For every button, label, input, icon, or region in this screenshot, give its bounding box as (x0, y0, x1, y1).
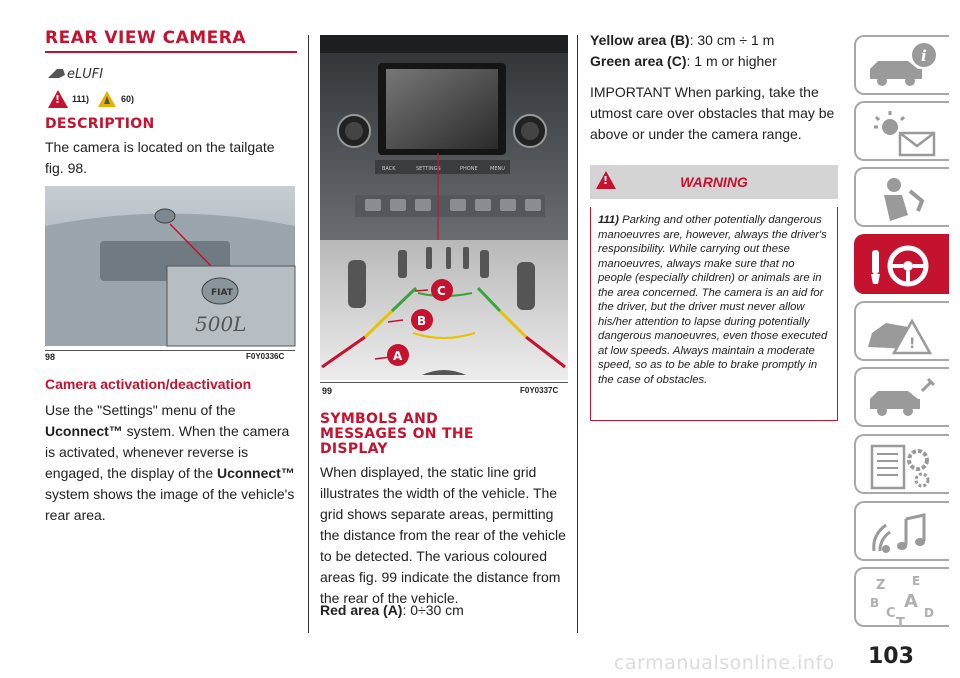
symbols-heading-line2: MESSAGES ON THE (320, 426, 474, 442)
tab-starting-driving[interactable] (854, 234, 949, 294)
index-letter-z: Z (876, 578, 886, 593)
index-letter-t: T (896, 616, 905, 631)
index-letter-b: B (870, 596, 880, 610)
alphabetical-index-icon (862, 571, 942, 631)
warning-text: Parking and other potentially dangerous manoeuvres are, however, always the driver's responsibility. While carrying out these manoeuvres, always make sure that no people (especially children) or animals are in the area concerned. The camera is an aid for the driver, but the driver must never allow his/her attention to lapse during potentially dangerous manoeuvres, even those executed at low speeds. Always maintain a moderate speed, so as to be able to brake promptly in the case of obstacles. (598, 214, 828, 386)
tab-maintenance[interactable] (854, 367, 949, 427)
car-info-icon (862, 39, 942, 95)
tab-emergency[interactable] (854, 301, 949, 361)
warning-body (591, 207, 837, 387)
svg-text:MENU: MENU (490, 166, 505, 172)
figure-98-tailgate-image (45, 186, 295, 346)
green-area-line (590, 51, 842, 72)
seat-safety-icon (862, 171, 942, 227)
camera-icon (45, 62, 104, 87)
multimedia-icon (862, 505, 942, 561)
label-c: C (437, 284, 446, 298)
svg-text:500L: 500L (195, 312, 247, 336)
label-b: B (417, 314, 427, 328)
symbols-text: When displayed, the static line grid illustrates the width of the vehicle. The grid shows separate areas, permitting the distance from the rear of the vehicle to be detected. The various coloured areas fig. 99 indicate the distance from the rear of the vehicle. (320, 464, 566, 606)
warning-ref: 111) (72, 94, 90, 104)
svg-text:SETTINGS: SETTINGS (416, 166, 441, 172)
page-number: 103 (868, 644, 914, 669)
important-note: IMPORTANT When parking, take the utmost care over obstacles that may be above or under the camera range. (590, 84, 835, 142)
warning-box (590, 207, 838, 421)
breakdown-car-icon (862, 305, 942, 361)
tab-index[interactable] (854, 567, 949, 631)
tab-technical-data[interactable] (854, 434, 949, 494)
svg-text:PHONE: PHONE (460, 166, 478, 172)
index-letter-c: C (886, 606, 896, 621)
label-a: A (393, 349, 403, 363)
warning-title: WARNING (680, 174, 748, 190)
svg-text:!: ! (909, 336, 916, 352)
svg-text:BACK: BACK (382, 166, 396, 172)
figure-99-code: F0Y0337C (520, 386, 559, 395)
tab-warning-lights[interactable] (854, 101, 949, 161)
watermark: carmanualsonline.info (614, 652, 835, 674)
figure-98-number: 98 (45, 352, 56, 362)
description-heading: DESCRIPTION (45, 116, 155, 132)
figure-98-code: F0Y0336C (246, 352, 285, 361)
figure-99-rule (320, 382, 568, 383)
red-area-label: Red area (A) (320, 602, 403, 618)
red-area-line (320, 600, 570, 621)
yellow-area-label: Yellow area (B) (590, 32, 690, 48)
green-area-value: : 1 m or higher (686, 53, 777, 69)
index-letter-d: D (924, 606, 934, 620)
figure-98-rule (45, 350, 295, 351)
red-area-value: : 0÷30 cm (402, 602, 464, 618)
activation-heading: Camera activation/deactivation (45, 376, 252, 392)
figure-99-number: 99 (322, 386, 333, 396)
tab-multimedia[interactable] (854, 501, 949, 561)
index-letter-a: A (904, 591, 918, 612)
page-title: REAR VIEW CAMERA (45, 28, 247, 48)
tab-car-info[interactable] (854, 35, 949, 95)
symbols-heading (320, 412, 474, 457)
car-service-icon (862, 371, 942, 427)
key-steering-wheel-icon (862, 238, 942, 294)
symbols-heading-line1: SYMBOLS AND (320, 411, 439, 427)
tab-safety[interactable] (854, 167, 949, 227)
reference-row (48, 90, 134, 108)
activation-text-part2: system. When the camera is activated, whenever reverse is engaged, the display of the (45, 423, 290, 481)
caution-ref: 60) (121, 94, 135, 104)
activation-text-part1: Use the "Settings" menu of the (45, 402, 236, 418)
green-area-label: Green area (C) (590, 53, 687, 69)
warning-banner (590, 165, 838, 199)
yellow-area-line (590, 30, 842, 51)
yellow-area-value: : 30 cm ÷ 1 m (689, 32, 775, 48)
index-letter-e: E (912, 574, 921, 588)
warning-box-ref: 111) (598, 214, 619, 226)
symbols-heading-line3: DISPLAY (320, 441, 388, 457)
svg-text:FIAT: FIAT (211, 288, 233, 298)
activation-text (45, 400, 300, 526)
column-divider-left (308, 35, 309, 633)
caution-hand-icon (97, 90, 117, 108)
svg-text:eLUFI: eLUFI (67, 67, 104, 82)
activation-text-part3: system shows the image of the vehicle's rear area. (45, 486, 295, 523)
description-text: The camera is located on the tailgate fig. 98. (45, 139, 275, 176)
technical-data-icon (862, 438, 942, 494)
uconnect-name-1: Uconnect™ (45, 423, 123, 439)
title-underline (45, 51, 297, 53)
figure-99-display-image (320, 35, 568, 380)
column-divider-right (577, 35, 578, 633)
uconnect-name-2: Uconnect™ (217, 465, 295, 481)
warning-triangle-icon (48, 90, 68, 108)
svg-text:i: i (921, 47, 927, 65)
warning-lights-icon (862, 105, 942, 161)
